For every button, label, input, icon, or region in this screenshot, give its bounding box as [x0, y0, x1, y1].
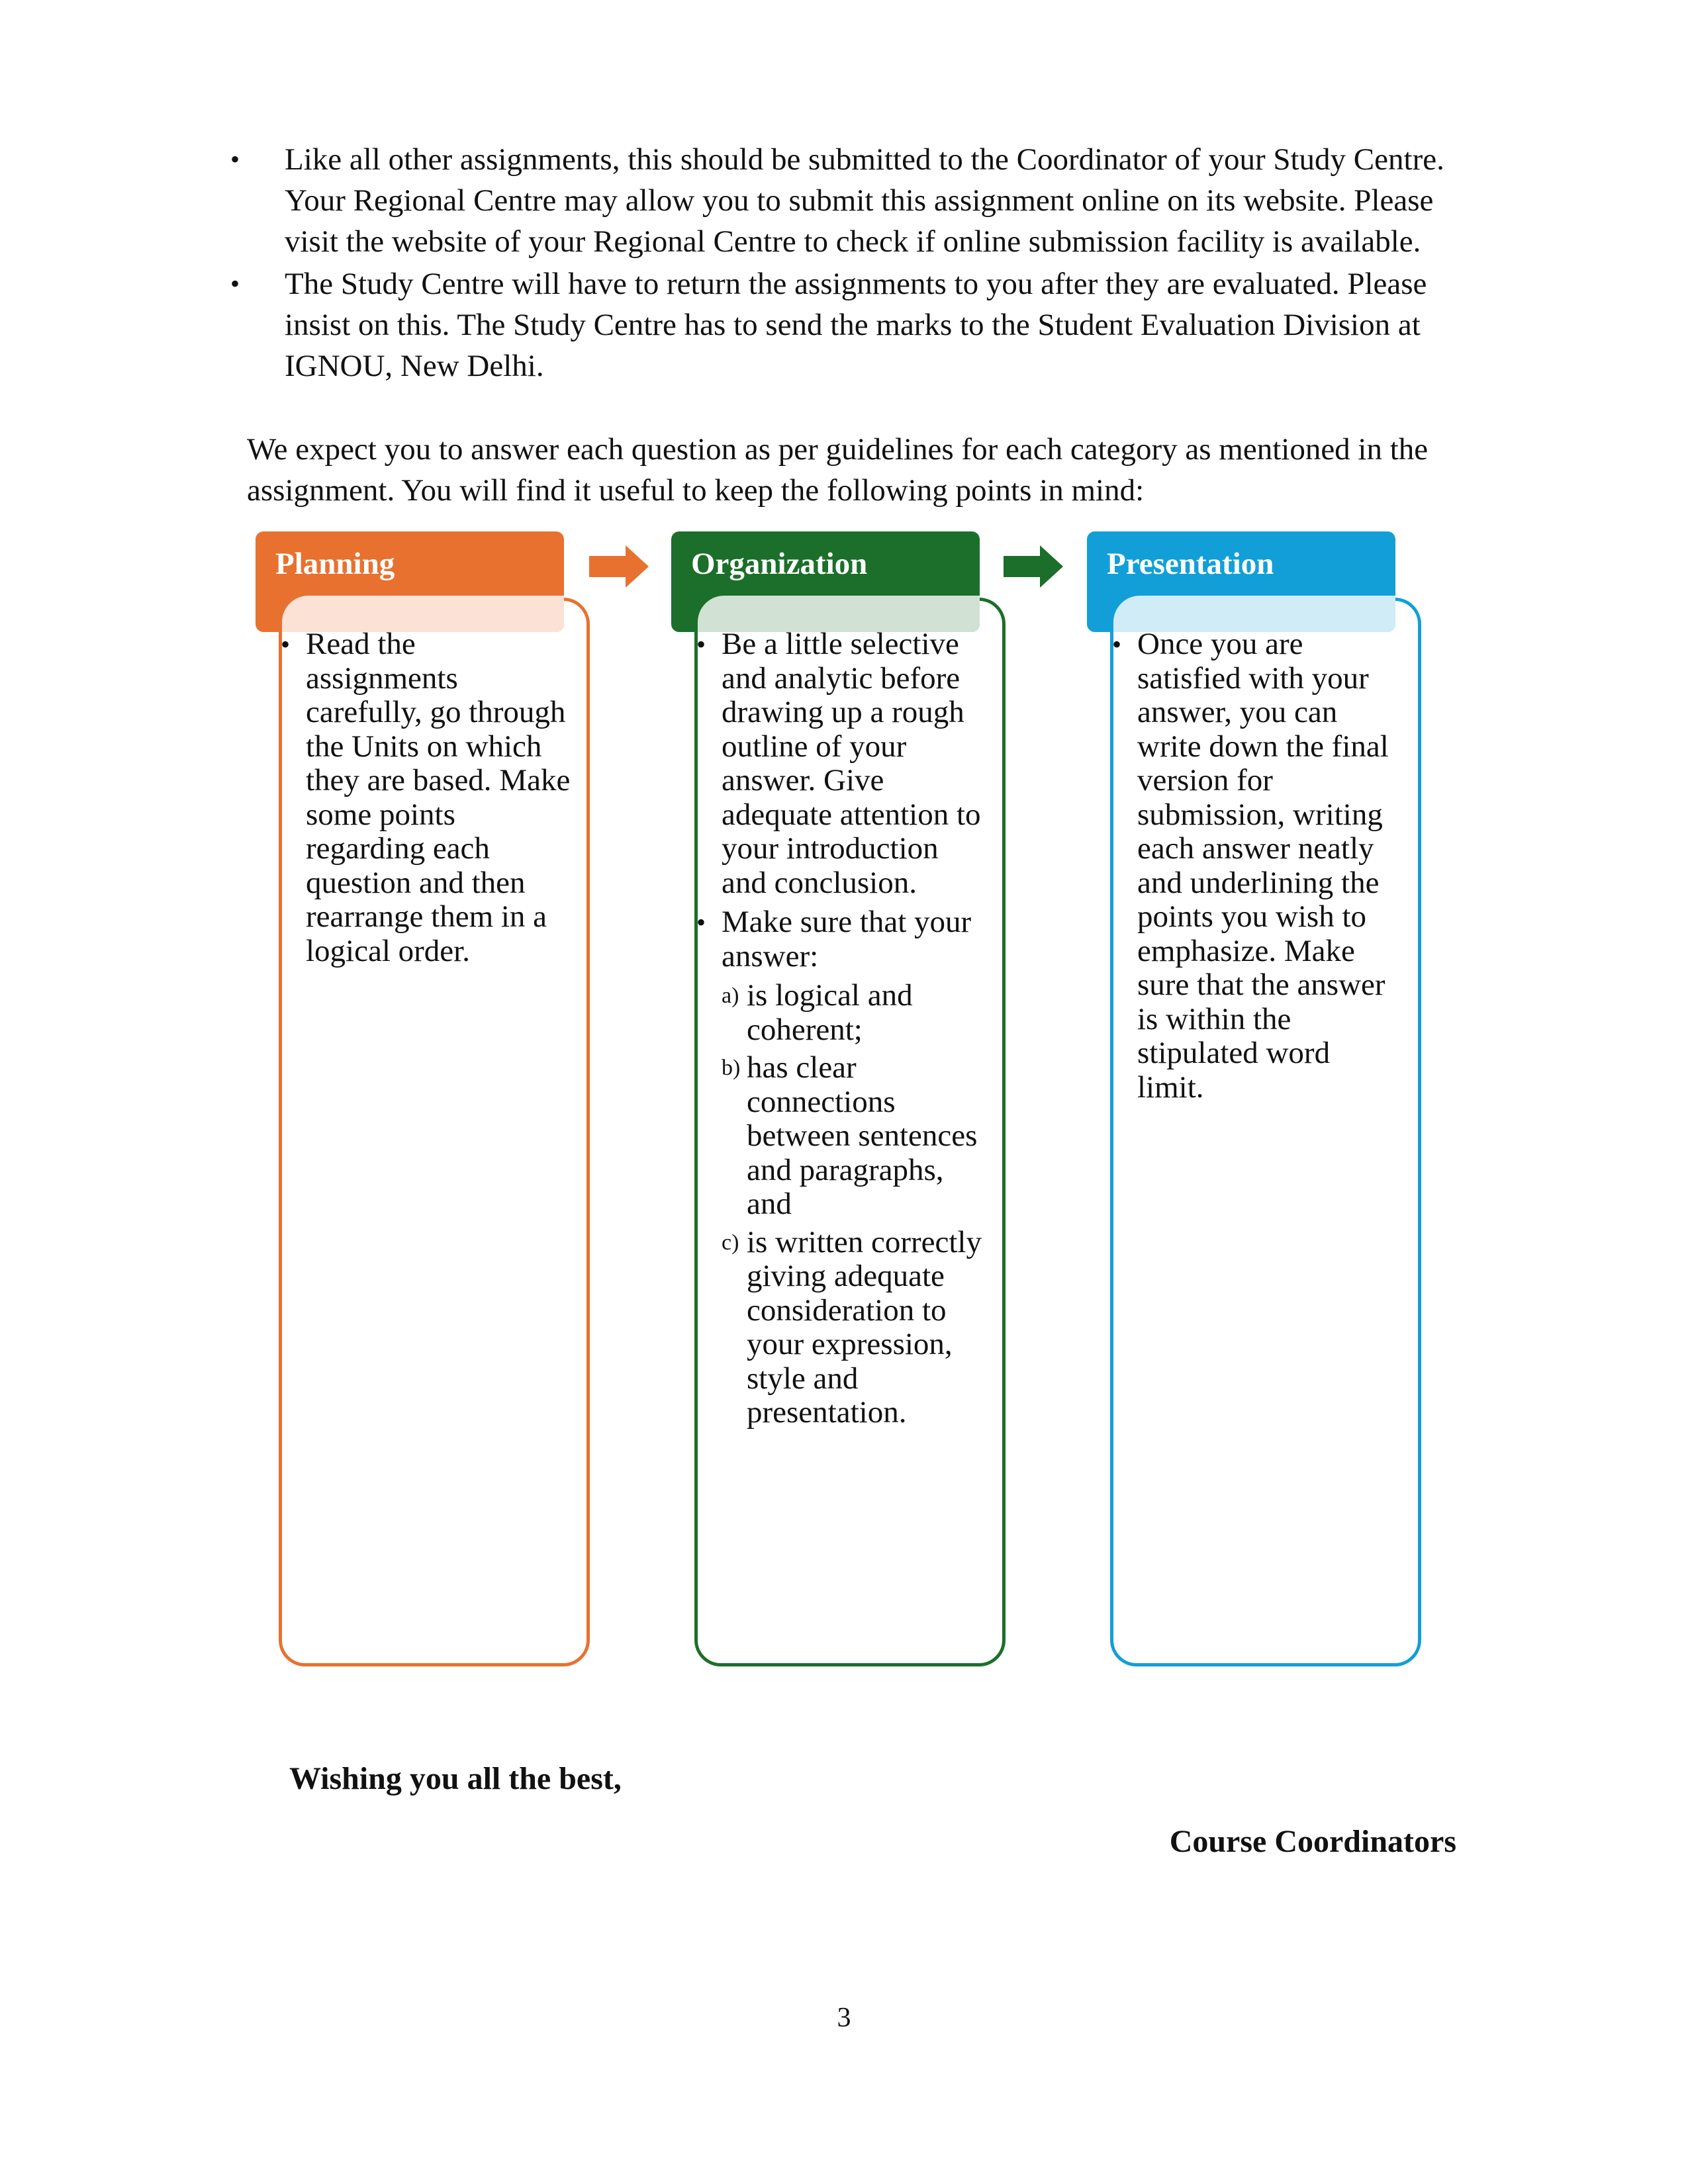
page-number: 3: [837, 2003, 851, 2033]
organization-title: Organization: [691, 547, 868, 581]
closing-line: Wishing you all the best,: [289, 1761, 622, 1796]
presentation-title: Presentation: [1107, 547, 1274, 581]
list-item: • Read the assignments carefully, go through the Units on which they are based. Make some points regarding each question and then rearrange them in a logical order.: [281, 627, 571, 968]
planning-header: [256, 531, 564, 632]
organization-header: [671, 531, 980, 632]
guideline-bullets: [230, 139, 1476, 388]
presentation-header: [1087, 531, 1395, 632]
planning-box: [256, 531, 593, 1673]
list-item: a) is logical and coherent;: [722, 978, 913, 1047]
list-item: • Once you are satisfied with your answer, you can write down the final version for submission, writing each answer neatly and underlining the points you wish to emphasize. Make sure that the answer is within the stipulated word limit.: [1112, 627, 1389, 1105]
planning-title: Planning: [275, 547, 395, 581]
list-item: • The Study Centre will have to return the assignments to you after they are evaluated. Please insist on this. The Study Centre has to send the marks to the Student Evaluation Division at IGNOU, New Delhi.: [230, 267, 1427, 383]
list-item: • Like all other assignments, this should be submitted to the Coordinator of your Study Centre. Your Regional Centre may allow you to submit this assignment online on its website. Please visit the website of your Regional Centre to check if online submission facility is available.: [230, 142, 1444, 259]
list-item: b) has clear connections between sentences and paragraphs, and: [722, 1050, 978, 1221]
presentation-box: [1087, 531, 1425, 1673]
list-item: c) is written correctly giving adequate consideration to your expression, style and presentation.: [722, 1224, 982, 1430]
arrow-right-icon: [589, 545, 649, 588]
list-item: • Be a little selective and analytic before drawing up a rough outline of your answer. Give adequate attention to your introduction and conclusion.: [696, 627, 981, 900]
list-item: • Make sure that your answer:: [696, 905, 972, 974]
intro-paragraph: We expect you to answer each question as per guidelines for each category as mentioned in the assignment. You will find it useful to keep the following points in mind:: [247, 432, 1429, 508]
arrow-right-icon: [1004, 545, 1063, 588]
signoff: Course Coordinators: [1169, 1824, 1456, 1859]
organization-box: [671, 531, 1009, 1673]
